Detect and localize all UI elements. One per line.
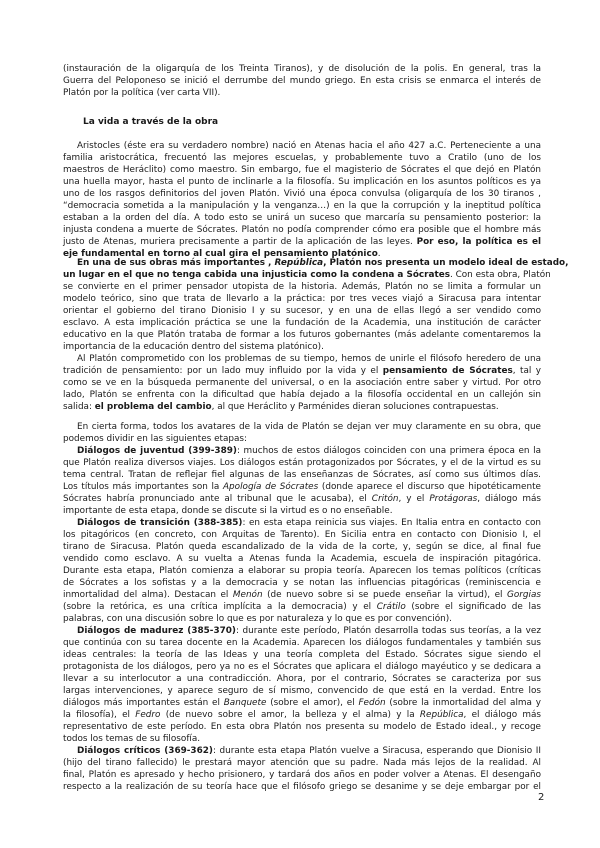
text-run: , y el — [398, 494, 430, 504]
text-line — [63, 281, 541, 293]
text-line — [63, 365, 541, 377]
text-run: , el diálogo más — [463, 710, 542, 720]
paragraph-republica — [63, 257, 569, 353]
stage-criticos-title-line — [63, 745, 541, 757]
text-line — [63, 152, 541, 164]
bold-text-run: pensamiento de Sócrates — [382, 366, 513, 376]
text-run: podemos dividir en las siguientes etapas: — [63, 434, 248, 444]
text-line — [63, 613, 541, 625]
text-run: final, Platón es apresado y hecho prisionero, y tardará dos años en poder volver a Atenas. El desengaño — [63, 770, 541, 780]
text-line — [63, 769, 541, 781]
stage-transicion-title-line — [63, 517, 541, 529]
text-run: una huella mayor, hasta el punto de inclinarle a la filosofía. Su implicación en los asuntos políticos es ya — [63, 177, 541, 187]
bold-text-run: el problema del cambio — [94, 402, 212, 412]
text-line — [63, 541, 541, 553]
bold-text-run: En una de sus obras más importantes , — [77, 258, 275, 268]
italic-text-run: Critón — [371, 494, 399, 504]
text-line — [63, 401, 541, 413]
italic-text-run: Menón — [232, 590, 263, 600]
text-run: representativo de este período. En esta obra Platón nos presenta su modelo de Estado ideal., y recoge — [63, 722, 541, 732]
text-run: estaban a la orden del día. A todo esto se unirá un suceso que marcaría su pensamiento posterior: la — [63, 213, 541, 223]
italic-text-run: Protágoras — [429, 494, 478, 504]
text-line — [63, 661, 541, 673]
text-line — [63, 329, 541, 341]
text-line — [63, 781, 541, 793]
text-run: , diálogo más — [477, 494, 541, 504]
stage-juventud-title-line — [63, 445, 541, 457]
text-run: como se ve en la búsqueda permanente del universal, o en la asociación entre saber y virtud. Por otro — [63, 378, 541, 388]
text-line — [63, 305, 541, 317]
text-line — [63, 377, 541, 389]
bold-text-run: eje fundamental en torno al cual gira el pensamiento platónico — [63, 249, 378, 259]
text-line — [63, 505, 541, 517]
text-run: tradición de pensamiento: por un lado muy influido por la vida y el — [63, 366, 383, 376]
text-run: familia aristocrática, frecuentó las mejores escuelas, y probablemente tuvo a Cratilo (uno de los — [63, 153, 541, 163]
text-run: educativo en la que Platón trataba de formar a los futuros gobernantes (más adelante comentaremos la — [63, 330, 541, 340]
text-run: Los títulos más importantes son la — [63, 482, 223, 492]
text-run: (donde aparece el discurso que hipotéticamente — [318, 482, 541, 492]
text-run: largas intervenciones, y aparece seguro de sí mismo, convencido de que está en la verdad. Entre los — [63, 686, 541, 696]
text-line — [63, 481, 541, 493]
text-run: esclavo. A esta implicación práctica se une la fundación de la Academia, una institución de carácter — [63, 318, 541, 328]
text-run: que Platón realiza diversos viajes. Los diálogos están protagonizados por Sócrates, y el de la virtud es su — [63, 458, 541, 468]
text-line — [63, 457, 541, 469]
stages-list — [63, 445, 541, 793]
text-run: importancia de la educación dentro del sistema platónico). — [63, 342, 324, 352]
text-run: protagonista de los diálogos, pero ya no es el Sócrates que aplicara el diálogo mayéutico y se dedicara a — [63, 662, 541, 672]
paragraph-biography — [63, 140, 541, 260]
text-line — [63, 493, 541, 505]
text-run: justo de Atenas, muriera precisamente a partir de la aplicación de las leyes. — [63, 237, 417, 247]
text-run: importante de esta etapa, donde se discute si la virtud es o no enseñable. — [63, 506, 393, 516]
text-run: lado, Platón se enfrenta con la dificultad que había dejado a la filosofía occidental en un callejón sin — [63, 390, 541, 400]
text-run: En cierta forma, todos los avatares de la vida de Platón se dejan ver muy claramente en su obra, que — [77, 422, 541, 432]
text-run: de Sócrates a los sofistas y a la democracia y se notan las influencias pitagóricas (reminiscencia e — [63, 578, 541, 588]
bold-text-run: Diálogos de madurez (385-370) — [77, 626, 236, 636]
bold-text-run: , Platón nos presenta un modelo ideal de estado, — [323, 258, 569, 268]
page-number: 2 — [538, 792, 545, 803]
text-run: todos los temas de su filosofía. — [63, 734, 201, 744]
text-run: llevar a su interlocutor a una contradicción. Ahora, por el contrario, Sócrates se caracteriza por sus — [63, 674, 541, 684]
text-line — [63, 75, 541, 87]
text-line — [63, 224, 541, 236]
italic-text-run: Apología de Sócrates — [223, 482, 319, 492]
text-run: Al Platón comprometido con los problemas de su tiempo, hemos de unirle el filósofo heredero de una — [77, 354, 541, 364]
bold-text-run: Diálogos de juventud (399-389) — [77, 446, 237, 456]
paragraph-stages-intro — [63, 421, 541, 445]
intro-paragraph — [63, 63, 541, 99]
text-line — [63, 188, 541, 200]
text-run: , tal y — [512, 366, 541, 376]
text-run: salida: — [63, 402, 95, 412]
text-line — [63, 649, 541, 661]
text-run: Guerra del Peloponeso se inició el derrumbe del mundo griego. En esta crisis se enmarca el interés de — [63, 76, 541, 86]
text-run: Sócrates habría pronunciado ante al tribunal que le acusaba), el — [63, 494, 372, 504]
text-line — [63, 733, 541, 745]
text-run: diálogos más importantes están el — [63, 698, 224, 708]
bold-text-run: República — [274, 258, 324, 268]
text-run: “democracia sometida a la manipulación y la venganza…) en la que la corrupción y la ineptitud política — [63, 201, 541, 211]
text-line — [63, 389, 541, 401]
text-run: vendido como esclavo. A su vuelta a Atenas funda la Academia, escuela de inspiración pitagórica. — [63, 554, 541, 564]
text-run: . — [377, 249, 381, 259]
stage-madurez-title-line — [63, 625, 541, 637]
text-run: tema central. Tratan de reflejar fiel algunas de las enseñanzas de Sócrates, así como sus últimos días. — [63, 470, 541, 480]
text-line — [63, 589, 541, 601]
text-run: uno de los rasgos definitorios del joven Platón. Vivió una época convulsa (oligarquía de los 30 tiranos , — [63, 189, 541, 199]
text-line — [63, 637, 541, 649]
text-line — [63, 433, 541, 445]
text-line — [63, 577, 541, 589]
text-run: : durante este período, Platón desarrolla todas sus teorías, a la vez — [235, 626, 541, 636]
text-run: Platón por la política (ver carta VII). — [63, 88, 221, 98]
text-line — [63, 257, 569, 269]
text-line — [63, 469, 541, 481]
text-line — [63, 341, 541, 353]
text-line — [63, 353, 541, 365]
text-line — [63, 164, 541, 176]
text-line — [63, 212, 541, 224]
paragraph-tradition — [63, 353, 541, 413]
text-run: ideas centrales: la teoría de las Ideas y una teoría completa del Estado. Sócrates sigue siendo el — [63, 650, 541, 660]
text-run: (sobre la inmortalidad del alma y — [385, 698, 541, 708]
text-line — [63, 140, 541, 152]
text-line — [63, 697, 541, 709]
text-run: : en esta etapa reinicia sus viajes. En Italia entra en contacto con — [242, 518, 542, 528]
text-line — [63, 685, 541, 697]
italic-text-run: Fedón — [358, 698, 386, 708]
text-run: (sobre el significado de las — [405, 602, 541, 612]
text-run: tirano de Siracusa. Platón queda escandalizado de la vida de la corte, y, según se dice, al final fue — [63, 542, 541, 552]
text-run: palabras, con una discusión sobre lo que es por naturaleza y lo que es por convención). — [63, 614, 452, 624]
text-line — [63, 63, 541, 75]
text-run: (sobre el amor), el — [266, 698, 359, 708]
text-line — [63, 757, 541, 769]
text-line — [63, 721, 541, 733]
text-run: injusta condena a muerte de Sócrates. Platón no podía comprender cómo era posible que el hombre más — [63, 225, 541, 235]
italic-text-run: Banquete — [223, 698, 267, 708]
text-line — [63, 269, 551, 281]
text-run: orientar el gobierno del tirano Dionisio I y su sucesor, y en una de ellas llegó a ser vendido como — [63, 306, 541, 316]
text-run: los pitagóricos (en concreto, con Arquitas de Tarento). En Sicilia entra en contacto con Dionisio I, el — [63, 530, 541, 540]
text-line — [63, 200, 541, 212]
text-line — [63, 176, 541, 188]
text-run: la filosofía), el — [63, 710, 136, 720]
text-run: (de nuevo sobre el amor, la belleza y el alma) y la — [160, 710, 420, 720]
italic-text-run: República — [419, 710, 464, 720]
bold-text-run: un lugar en el que no tenga cabida una injusticia como la condena a Sócrates — [63, 270, 450, 280]
text-run: que continúa con su tarea docente en la Academia. Aparecen los diálogos fundamentales y también sus — [63, 638, 541, 648]
text-line — [63, 553, 541, 565]
text-run: maestros de Heráclito) como maestro. Sin embargo, fue el magisterio de Sócrates el que dejó en Platón — [63, 165, 541, 175]
text-line — [63, 87, 541, 99]
text-run: Durante esta etapa, Platón comienza a elaborar su propia teoría. Aparecen los temas políticos (críticas — [63, 566, 541, 576]
text-line — [63, 673, 541, 685]
text-line — [63, 236, 541, 248]
text-run: respecto a la realización de su teoría hace que el filósofo griego se desanime y se deje embargar por el — [63, 782, 541, 792]
text-run: se convierte en el primer pensador utopista de la historia. Además, Platón no se limita a formular un — [63, 282, 541, 292]
text-run: . Con esta obra, Platón — [449, 270, 551, 280]
text-run: (hijo del tirano fallecido) le prestará mayor atención que su padre. Nada más lejos de la realidad. Al — [63, 758, 541, 768]
text-run: , al que Heráclito y Parménides dieran soluciones contrapuestas. — [211, 402, 499, 412]
text-run: : durante esta etapa Platón vuelve a Siracusa, esperando que Dionisio II — [212, 746, 541, 756]
text-line — [63, 421, 541, 433]
text-line — [63, 317, 541, 329]
text-run: (instauración de la oligarquía de los Treinta Tiranos), y de disolución de la polis. En general, tras la — [63, 64, 541, 74]
text-line — [63, 601, 541, 613]
text-run: : muchos de estos diálogos coinciden con una primera época en la — [236, 446, 541, 456]
text-line — [63, 293, 541, 305]
section-heading: La vida a través de la obra — [83, 117, 219, 127]
bold-text-run: Diálogos críticos (369-362) — [77, 746, 213, 756]
bold-text-run: Diálogos de transición (388-385) — [77, 518, 243, 528]
text-line — [63, 529, 541, 541]
italic-text-run: Gorgias — [507, 590, 541, 600]
text-line — [63, 709, 541, 721]
text-run: Aristocles (éste era su verdadero nombre) nació en Atenas hacia el año 427 a.C. Perteneciente a una — [77, 141, 541, 151]
text-run: (sobre la retórica, es una crítica implícita a la democracia) y el — [63, 602, 377, 612]
text-run: (de nuevo sobre si se puede enseñar la virtud), el — [262, 590, 507, 600]
text-run: modelo teórico, sino que trata de llevarlo a la práctica: por tres veces viajó a Siracusa para intentar — [63, 294, 541, 304]
text-line — [63, 565, 541, 577]
bold-text-run: Por eso, la política es el — [416, 237, 541, 247]
text-run: inmortalidad del alma). Destacan el — [63, 590, 233, 600]
italic-text-run: Fedro — [135, 710, 161, 720]
italic-text-run: Crátilo — [376, 602, 406, 612]
